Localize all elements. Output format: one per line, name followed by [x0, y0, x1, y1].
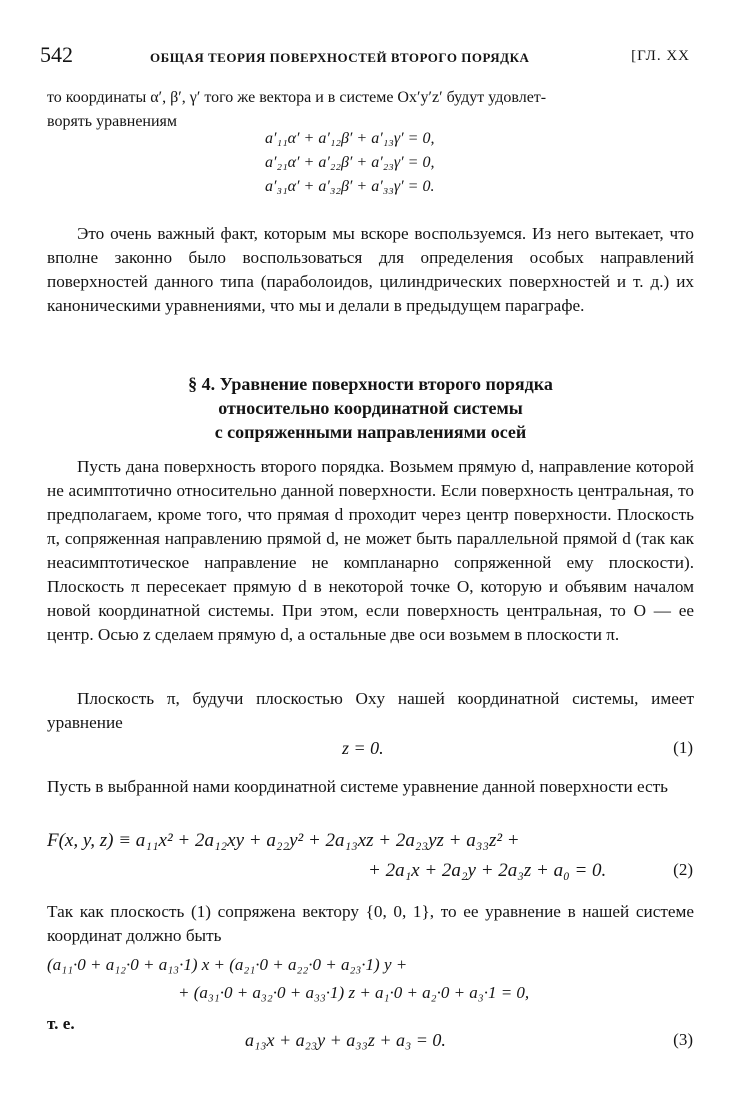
- paragraph-1: Это очень важный факт, которым мы вскоре воспользуемся. Из него вытекает, что вполне законно было воспользоваться для определения особых направлений поверхностей данного типа (параболоидов, цилиндрических поверхностей и т. д.) их каноническими уравнениями, что мы и делали в предыдущем параграфе.: [47, 224, 694, 315]
- equation-2-line-1: F(x, y, z) ≡ a₁₁x² + 2a₁₂xy + a₂₂y² + 2a₁₃xz + 2a₂₃yz + a₃₃z² +: [47, 830, 520, 851]
- running-title: ОБЩАЯ ТЕОРИЯ ПОВЕРХНОСТЕЙ ВТОРОГО ПОРЯДКА: [150, 50, 530, 65]
- equation-2-number: (2): [673, 860, 693, 879]
- chapter-label: [ГЛ. XX: [631, 48, 690, 64]
- section-heading-line-1: § 4. Уравнение поверхности второго порядка: [188, 374, 553, 394]
- intro-line-1: то координаты α′, β′, γ′ того же вектора и в системе Ox′y′z′ будут удовлет-: [47, 89, 547, 106]
- intro-line-2: ворять уравнениям: [47, 113, 178, 130]
- section-heading-line-3: с сопряженными направлениями осей: [214, 422, 527, 442]
- running-header: [40, 42, 690, 72]
- page-number: 542: [40, 42, 73, 67]
- paragraph-4: Пусть в выбранной нами координатной системе уравнение данной поверхности есть: [47, 777, 669, 796]
- equation-2-line-2: + 2a₁x + 2a₂y + 2a₃z + a₀ = 0.: [368, 860, 607, 881]
- paragraph-3: Плоскость π, будучи плоскостью Oxy нашей координатной системы, имеет уравнение: [47, 689, 694, 732]
- equation-long-line-2: + (a₃₁·0 + a₃₂·0 + a₃₃·1) z + a₁·0 + a₂·0 + a₃·1 = 0,: [178, 983, 530, 1002]
- equation-3: a₁₃x + a₂₃y + a₃₃z + a₃ = 0.: [245, 1030, 446, 1050]
- system-eq-3: a′₃₁α′ + a′₃₂β′ + a′₃₃γ′ = 0.: [265, 178, 435, 195]
- paragraph-2: Пусть дана поверхность второго порядка. Возьмем прямую d, направление которой не асимптотично относительно данной поверхности. Если поверхность центральная, то предполагаем, кроме того, что прямая d проходит через центр поверхности. Плоскость π, сопряженная направлению прямой d, не может быть параллельной прямой d (так как неасимптотическое направление не компланарно сопряженной ему плоскости). Плоскость π пересекает прямую d в некоторой точке O, которую и объявим началом новой координатной системы. При этом, если поверхность центральная, то O — ее центр. Осью z сделаем прямую d, а остальные две оси возьмем в плоскости π.: [47, 457, 694, 644]
- te-label: т. е.: [47, 1014, 75, 1033]
- section-heading: [47, 372, 694, 444]
- equation-1-number: (1): [673, 738, 693, 757]
- equation-long-line-1: (a₁₁·0 + a₁₂·0 + a₁₃·1) x + (a₂₁·0 + a₂₂·0 + a₂₃·1) y +: [47, 955, 408, 974]
- intro-text: [47, 86, 694, 134]
- paragraph-5: Так как плоскость (1) сопряжена вектору {0, 0, 1}, то ее уравнение в нашей системе координат должно быть: [47, 902, 694, 945]
- equation-3-number: (3): [673, 1030, 693, 1049]
- section-heading-line-2: относительно координатной системы: [218, 398, 523, 418]
- equation-1: z = 0.: [342, 738, 384, 758]
- system-eq-1: a′₁₁α′ + a′₁₂β′ + a′₁₃γ′ = 0,: [265, 130, 435, 147]
- system-eq-2: a′₂₁α′ + a′₂₂β′ + a′₂₃γ′ = 0,: [265, 154, 435, 171]
